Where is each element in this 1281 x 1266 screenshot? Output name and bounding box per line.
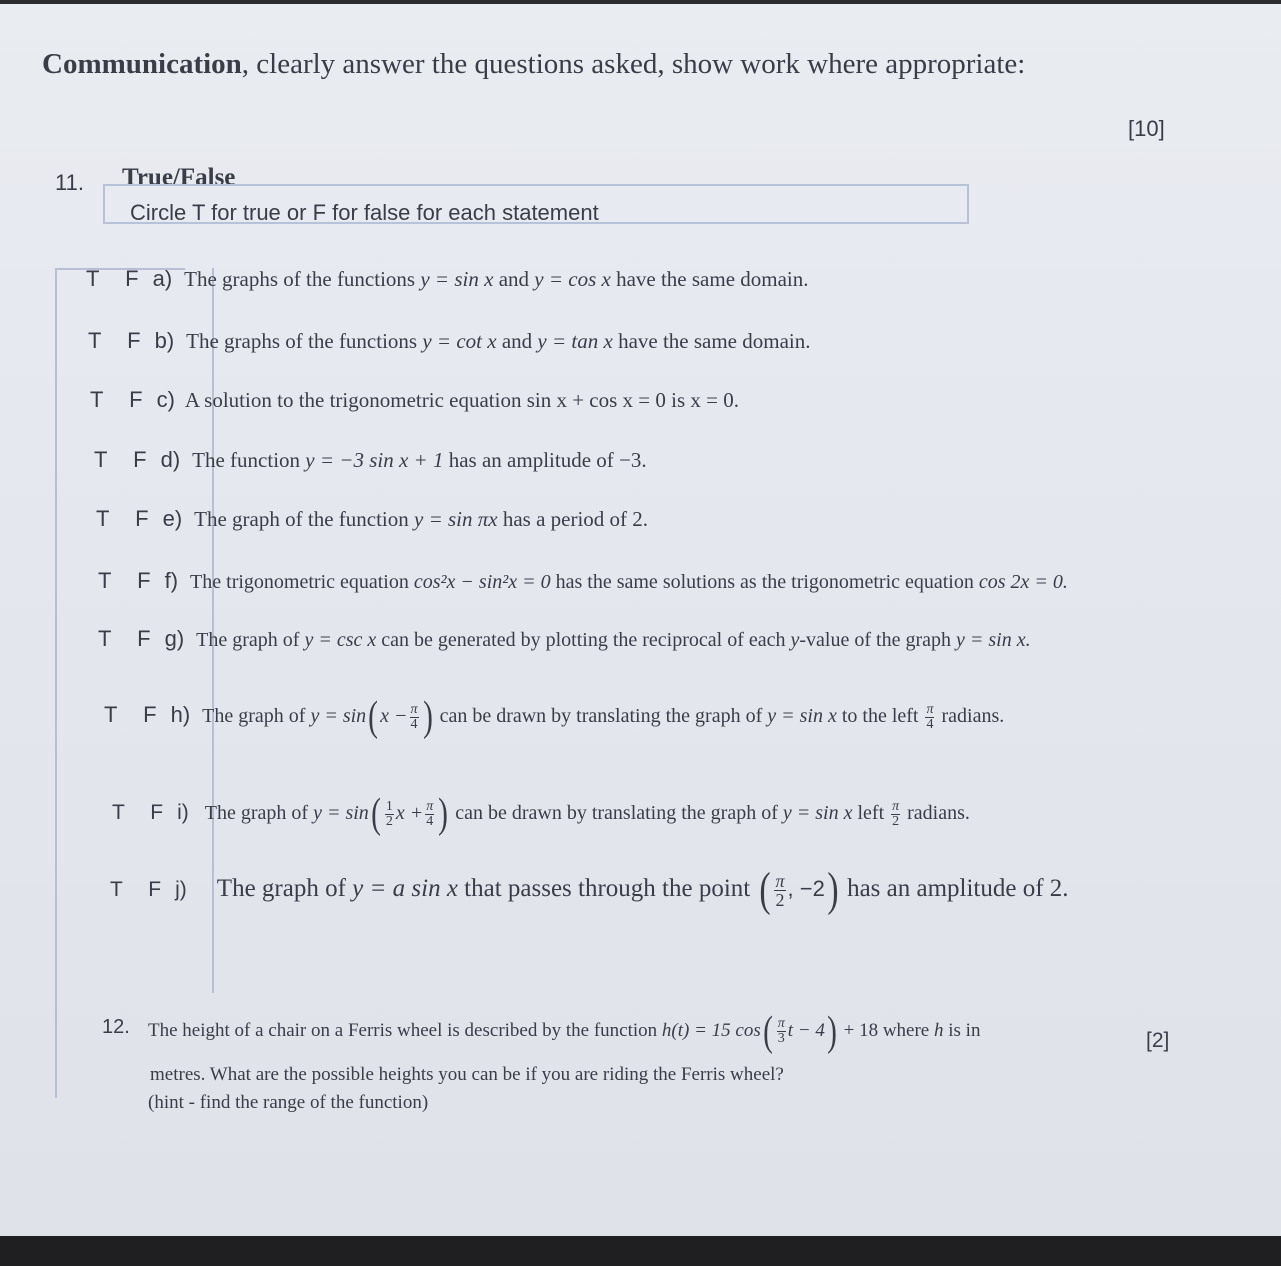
q12-marks: [2] — [1146, 1029, 1170, 1052]
item-b — [88, 328, 811, 354]
text: The graphs of the functions — [186, 329, 423, 353]
marks-total: [10] — [1128, 116, 1165, 141]
fraction: $\frac{\pi}{2}$ — [775, 870, 785, 910]
heading-rest: , clearly answer the questions asked, show work where appropriate: — [241, 48, 1026, 80]
top-edge — [0, 0, 1281, 4]
statement: A solution to the trigonometric equation sin x + cos x = 0 is x = 0. — [184, 388, 739, 412]
math: h(t) = 15 cos — [661, 1020, 761, 1041]
section-heading — [42, 48, 1025, 81]
text: left — [852, 802, 890, 824]
text: + 18 where — [838, 1020, 934, 1041]
text: The graph of — [204, 802, 314, 824]
math: y = sin — [313, 802, 369, 824]
text: that passes through the point — [457, 875, 757, 902]
math: y — [790, 629, 800, 651]
item-j — [110, 862, 1069, 919]
tf-choice[interactable]: T F — [112, 801, 174, 824]
fraction: $\frac{\pi}{4}$ — [410, 701, 418, 732]
math: y = csc x — [304, 629, 377, 651]
text: radians. — [936, 705, 1005, 727]
item-d — [94, 447, 647, 473]
text: to the left — [836, 705, 924, 727]
text: The graph of the function — [194, 507, 414, 531]
math: h — [934, 1020, 944, 1041]
item-f — [98, 568, 1068, 594]
text: The height of a chair on a Ferris wheel is described by the function — [148, 1020, 662, 1041]
math: y = a sin x — [352, 875, 458, 902]
text: and — [496, 329, 538, 353]
item-label: j) — [175, 878, 187, 901]
math: y = sin x — [767, 705, 837, 727]
paren-open: ( — [370, 791, 381, 838]
text: can be generated by plotting the reciprocal of each — [376, 629, 791, 651]
math: y = tan x — [537, 329, 613, 353]
text: have the same domain. — [612, 329, 811, 353]
text: can be drawn by translating the graph of — [450, 802, 783, 824]
item-h — [104, 690, 1004, 743]
tf-choice[interactable]: T F — [90, 387, 153, 412]
q11-number: 11. — [55, 170, 84, 195]
tf-choice[interactable]: T F — [94, 447, 157, 472]
bracket-left — [55, 268, 57, 1098]
item-label: i) — [177, 801, 189, 824]
math: cos²x − sin²x = 0 — [413, 571, 551, 593]
math: y = sin — [310, 705, 367, 727]
math: y = sin x — [782, 802, 853, 824]
text: can be drawn by translating the graph of — [434, 705, 768, 727]
math: cos 2x = 0. — [978, 571, 1068, 593]
math: , −2 — [787, 876, 825, 901]
paren-open: ( — [368, 694, 379, 741]
paren-close: ) — [438, 791, 449, 838]
tf-choice[interactable]: T F — [96, 506, 159, 531]
paren-close: ) — [422, 694, 433, 741]
text: has the same solutions as the trigonometric equation — [550, 571, 979, 593]
item-label: g) — [164, 626, 185, 651]
q12-number: 12. — [102, 1016, 130, 1038]
item-label: h) — [170, 702, 191, 727]
text: has an amplitude of −3. — [443, 448, 647, 472]
math: t − 4 — [787, 1020, 825, 1041]
paren-open: ( — [762, 1008, 773, 1055]
item-i — [112, 788, 970, 840]
math: x + — [395, 802, 424, 824]
tf-choice[interactable]: T F — [98, 568, 161, 593]
text: The graph of — [202, 705, 311, 727]
paren-open: ( — [758, 863, 771, 917]
text: The graph of — [216, 875, 353, 902]
item-label: b) — [154, 328, 175, 353]
item-g — [98, 626, 1031, 652]
item-a — [86, 266, 809, 292]
math: y = −3 sin x + 1 — [305, 448, 444, 472]
item-label: f) — [164, 568, 179, 593]
text: have the same domain. — [610, 267, 809, 291]
text: The function — [192, 448, 306, 472]
heading-bold: Communication — [42, 48, 242, 80]
text: has a period of 2. — [497, 507, 649, 531]
math: y = cot x — [422, 329, 497, 353]
item-c — [90, 387, 739, 413]
paren-close: ) — [827, 863, 839, 917]
fraction: $\frac{\pi}{4}$ — [426, 798, 434, 829]
fraction: $\frac{\pi}{4}$ — [926, 701, 934, 732]
fraction: $\frac{1}{2}$ — [385, 798, 393, 829]
q12-line2: metres. What are the possible heights you can be if you are riding the Ferris wheel? — [150, 1064, 784, 1085]
item-label: a) — [152, 266, 173, 291]
math: y = cos x — [534, 267, 611, 291]
text: -value of the graph — [799, 629, 956, 651]
text: radians. — [902, 802, 970, 824]
item-e — [96, 506, 648, 532]
tf-choice[interactable]: T F — [86, 266, 149, 291]
paren-close: ) — [826, 1008, 837, 1055]
tf-choice[interactable]: T F — [88, 328, 151, 353]
text: The trigonometric equation — [190, 571, 414, 593]
text: The graph of — [196, 629, 305, 651]
tf-choice[interactable]: T F — [98, 626, 161, 651]
item-label: e) — [162, 506, 183, 531]
text: has an amplitude of 2. — [840, 875, 1069, 902]
text: The graphs of the functions — [184, 267, 421, 291]
math: y = sin πx — [414, 507, 498, 531]
tf-choice[interactable]: T F — [104, 702, 167, 727]
q12-line1 — [148, 1006, 980, 1056]
q11-title: True/False — [122, 164, 236, 191]
fraction: $\frac{\pi}{2}$ — [892, 798, 900, 829]
text: is in — [943, 1020, 981, 1041]
item-label: c) — [156, 387, 175, 412]
tf-choice[interactable]: T F — [110, 878, 172, 901]
math: y = sin x — [420, 267, 494, 291]
item-label: d) — [160, 447, 181, 472]
math: x − — [380, 705, 408, 727]
q11-instruction: Circle T for true or F for false for each statement — [130, 200, 599, 225]
math: y = sin x. — [956, 629, 1031, 651]
text: and — [493, 267, 535, 291]
q12-hint: (hint - find the range of the function) — [148, 1092, 429, 1113]
fraction: $\frac{\pi}{3}$ — [777, 1016, 785, 1047]
